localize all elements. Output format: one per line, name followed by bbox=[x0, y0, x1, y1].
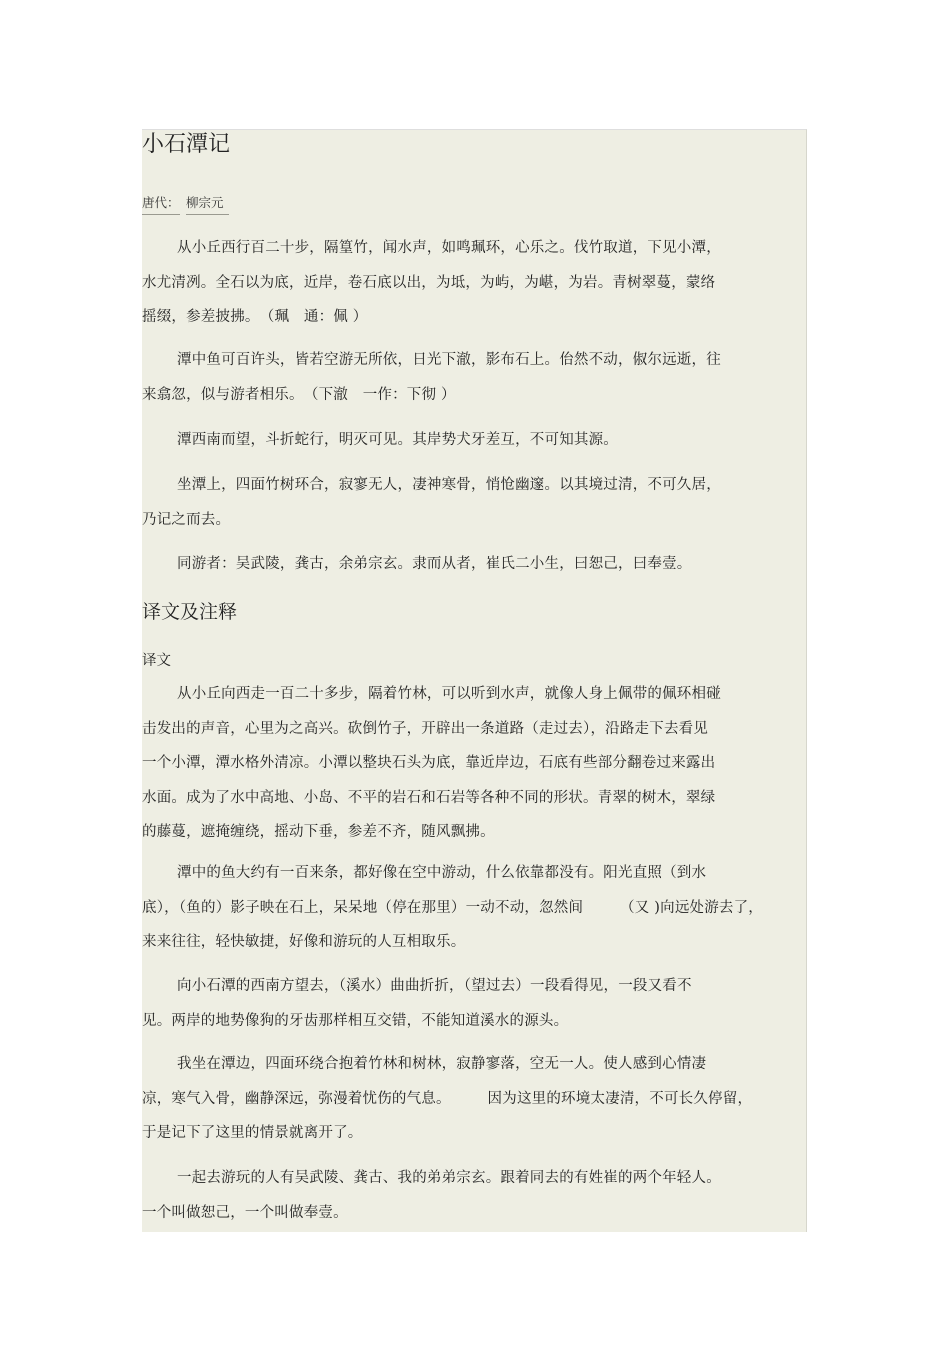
author-link[interactable]: 柳宗元 bbox=[186, 193, 229, 215]
paragraph-line: 乃记之而去。 bbox=[142, 511, 231, 528]
paragraph-line: 来来往往，轻快敏捷，好像和游玩的人互相取乐。 bbox=[142, 934, 466, 950]
paragraph-line: 于是记下了这里的情景就离开了。 bbox=[142, 1125, 363, 1141]
paragraph-line: 潭西南而望，斗折蛇行，明灭可见。其岸势犬牙差互，不可知其源。 bbox=[177, 432, 618, 448]
translation-heading: 译文及注释 bbox=[142, 601, 238, 623]
dynasty-link[interactable]: 唐代： bbox=[142, 193, 180, 215]
paragraph-line: 坐潭上，四面竹树环合，寂寥无人，凄神寒骨，悄怆幽邃。以其境过清，不可久居， bbox=[177, 477, 721, 493]
paragraph-line: 底），（鱼的）影子映在石上，呆呆地（停在那里）一动不动，忽然间 （又 )向远处游去了， bbox=[142, 899, 764, 916]
poem-title: 小石潭记 bbox=[142, 132, 231, 157]
paragraph-line: 潭中鱼可百许头，皆若空游无所依，日光下澈，影布石上。佁然不动，俶尔远逝，往 bbox=[177, 352, 721, 368]
paragraph-line: 水尤清冽。全石以为底，近岸，卷石底以出，为坻，为屿，为嵁，为岩。青树翠蔓，蒙络 bbox=[142, 274, 716, 291]
paragraph-line: 水面。成为了水中高地、小岛、不平的岩石和石岩等各种不同的形状。青翠的树木，翠绿 bbox=[142, 789, 716, 806]
paragraph-line: 同游者：吴武陵，龚古，余弟宗玄。隶而从者，崔氏二小生，曰恕己，曰奉壹。 bbox=[177, 556, 692, 572]
paragraph-line: 一个小潭，潭水格外清凉。小潭以整块石头为底，靠近岸边，石底有些部分翻卷过来露出 bbox=[142, 755, 716, 771]
paragraph-line: 的藤蔓，遮掩缠绕，摇动下垂，参差不齐，随风飘拂。 bbox=[142, 824, 495, 840]
paragraph-line: 向小石潭的西南方望去，（溪水）曲曲折折，（望过去）一段看得见，一段又看不 bbox=[177, 978, 692, 994]
paragraph-line: 潭中的鱼大约有一百来条，都好像在空中游动，什么依靠都没有。阳光直照（到水 bbox=[177, 865, 707, 881]
paragraph-line: 凉，寒气入骨，幽静深远，弥漫着忧伤的气息。 因为这里的环境太凄清，不可长久停留， bbox=[142, 1090, 753, 1107]
paragraph-line: 从小丘向西走一百二十多步，隔着竹林，可以听到水声，就像人身上佩带的佩环相碰 bbox=[177, 686, 721, 702]
paragraph-line: 我坐在潭边，四面环绕合抱着竹林和树林，寂静寥落，空无一人。使人感到心情凄 bbox=[177, 1056, 707, 1072]
paragraph-line: 击发出的声音，心里为之高兴。砍倒竹子，开辟出一条道路（走过去），沿路走下去看见 bbox=[142, 720, 709, 737]
paragraph-line: 一个叫做恕己，一个叫做奉壹。 bbox=[142, 1204, 348, 1221]
paragraph-line: 从小丘西行百二十步，隔篁竹，闻水声，如鸣珮环，心乐之。伐竹取道，下见小潭， bbox=[177, 240, 721, 256]
paragraph-line: 摇缀，参差披拂。 （珮 通：佩 ） bbox=[142, 309, 368, 325]
translation-subheading: 译文 bbox=[142, 653, 171, 669]
paragraph-line: 来翕忽，似与游者相乐。 （下澈 一作：下彻 ） bbox=[142, 386, 456, 403]
paragraph-line: 见。两岸的地势像狗的牙齿那样相互交错，不能知道溪水的源头。 bbox=[142, 1012, 569, 1029]
paragraph-line: 一起去游玩的人有吴武陵、龚古、我的弟弟宗玄。跟着同去的有姓崔的两个年轻人。 bbox=[177, 1170, 721, 1186]
